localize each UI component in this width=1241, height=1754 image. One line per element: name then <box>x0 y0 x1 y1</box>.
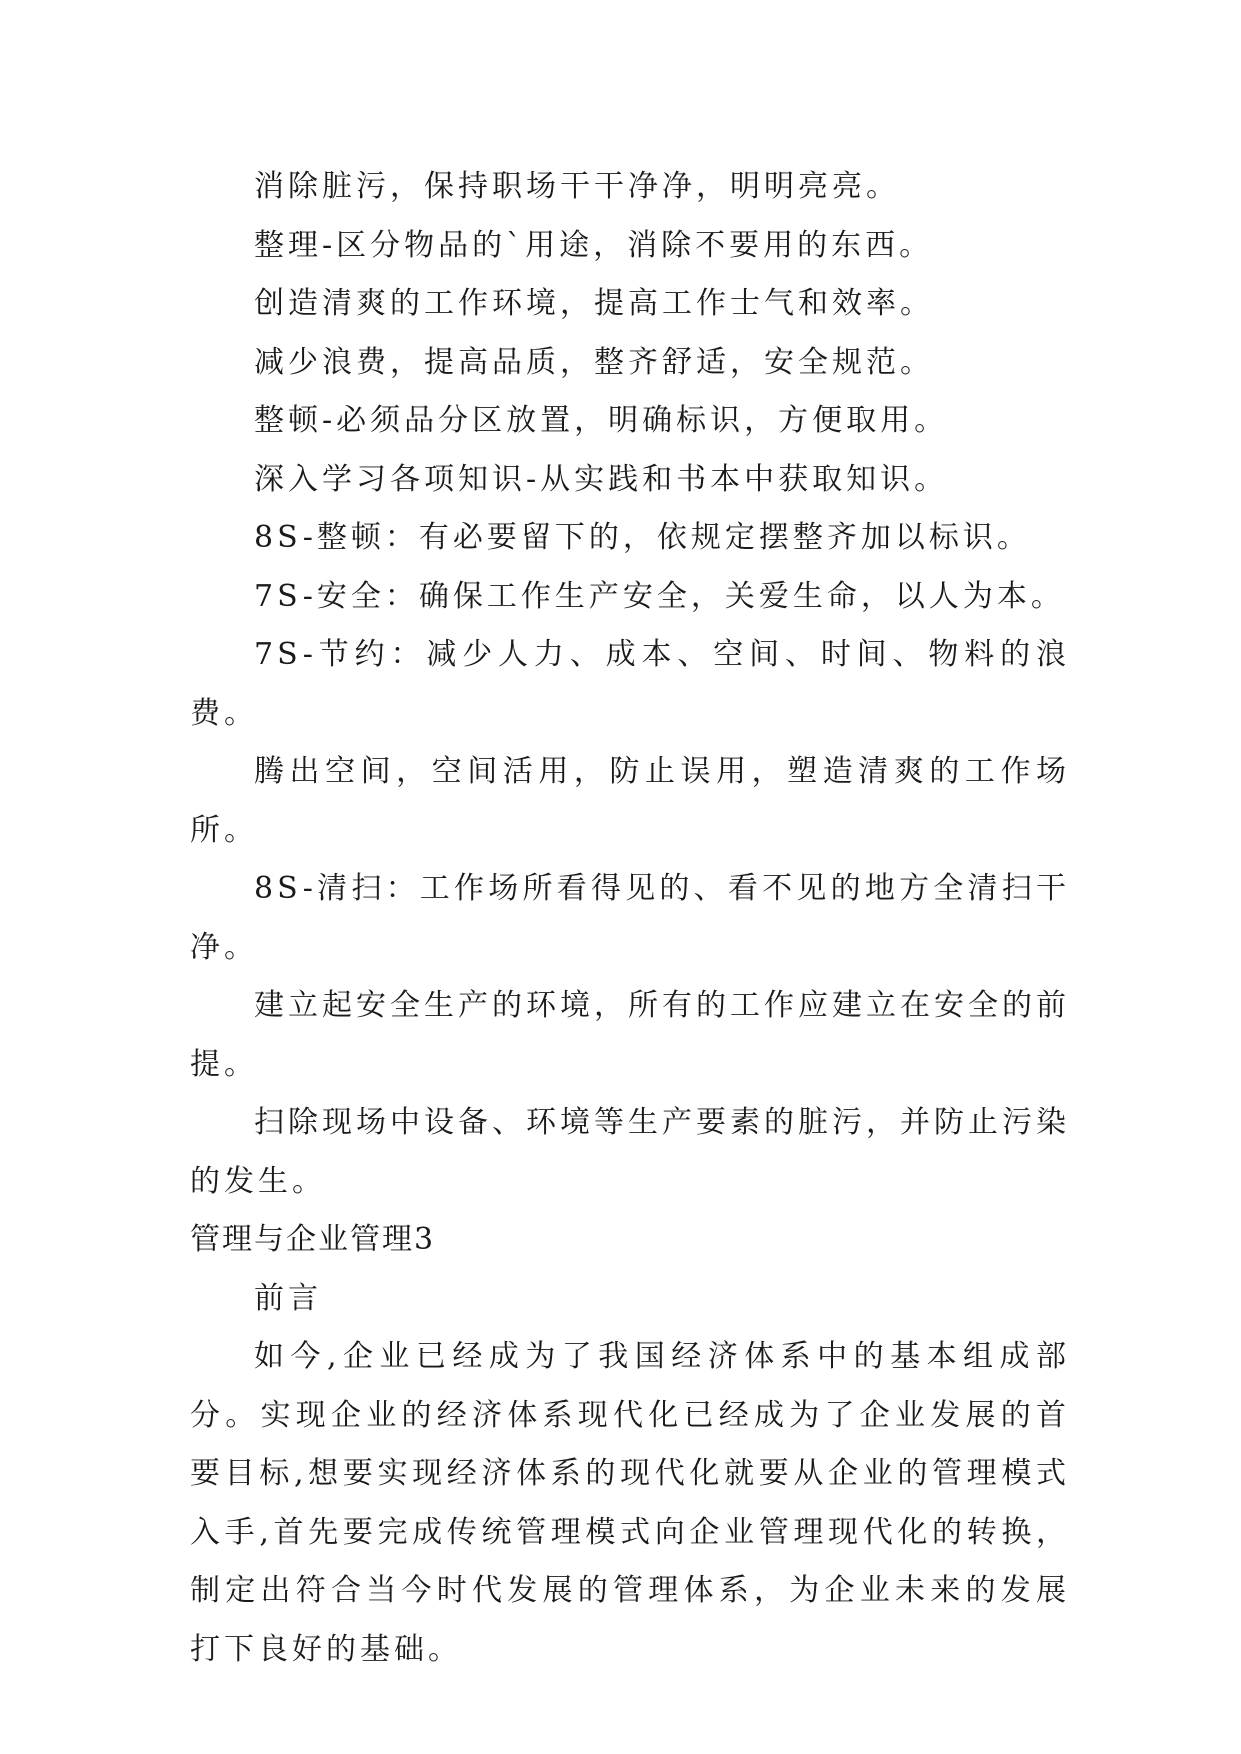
paragraph: 8S-清扫：工作场所看得见的、看不见的地方全清扫干净。 <box>190 871 1070 965</box>
paragraph: 整理-区分物品的`用途，消除不要用的东西。 <box>254 227 934 263</box>
paragraph: 创造清爽的工作环境，提高工作士气和效率。 <box>254 286 934 321</box>
preface-label: 前言 <box>254 1280 322 1316</box>
paragraph: 整顿-必须品分区放置，明确标识，方便取用。 <box>254 403 949 438</box>
paragraph: 建立起安全生产的环境，所有的工作应建立在安全的前提。 <box>190 988 1070 1082</box>
section-title: 管理与企业管理3 <box>190 1222 436 1257</box>
paragraph: 深入学习各项知识-从实践和书本中获取知识。 <box>254 461 949 497</box>
paragraph: 减少浪费，提高品质，整齐舒适，安全规范。 <box>254 344 934 380</box>
paragraph: 7S-节约：减少人力、成本、空间、时间、物料的浪费。 <box>190 637 1070 731</box>
paragraph: 7S-安全：确保工作生产安全，关爱生命，以人为本。 <box>254 578 1065 614</box>
document-body <box>190 158 1070 1679</box>
preface-paragraph: 如今,企业已经成为了我国经济体系中的基本组成部分。实现企业的经济体系现代化已经成为了企业发展的首要目标,想要实现经济体系的现代化就要从企业的管理模式入手,首先要完成传统管理模式向企业管理现代化的转换，制定出符合当今时代发展的管理体系，为企业未来的发展打下良好的基础。 <box>190 1339 1070 1667</box>
paragraph: 腾出空间，空间活用，防止误用，塑造清爽的工作场所。 <box>190 754 1070 848</box>
paragraph: 消除脏污，保持职场干干净净，明明亮亮。 <box>254 169 900 204</box>
paragraph: 扫除现场中设备、环境等生产要素的脏污，并防止污染的发生。 <box>190 1105 1070 1199</box>
paragraph: 8S-整顿：有必要留下的，依规定摆整齐加以标识。 <box>254 520 1031 555</box>
